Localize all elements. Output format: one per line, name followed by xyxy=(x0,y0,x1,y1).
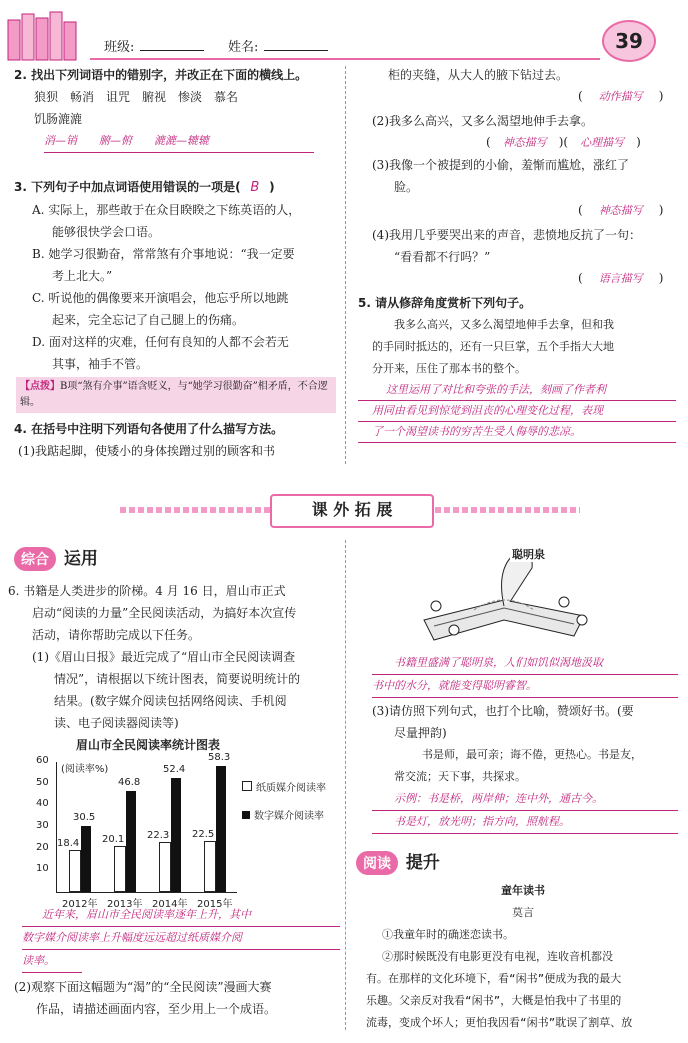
q6-answer-3b: 书是灯，放光明；指方向，照航程。 xyxy=(372,811,678,834)
reading-p2c: 乐趣。父亲反对我看“闲书”，大概是怕我中了书里的 xyxy=(366,994,622,1007)
q2-words-1: 狼狈 畅消 诅咒 腑视 惨淡 慕名 xyxy=(34,90,239,104)
q3-title: 3. 下列句子中加点词语使用错误的一项是( xyxy=(14,180,241,194)
q4-sentence-1: (1)我踮起脚，使矮小的身体挨蹭过别的顾客和书 xyxy=(18,444,275,458)
reading-author: 莫言 xyxy=(512,906,534,919)
y-tick-label: 10 xyxy=(36,863,49,875)
q5-passage-1: 我多么高兴，又多么渴望地伸手去拿，但和我 xyxy=(394,318,614,331)
bar-paper xyxy=(159,842,171,892)
class-field[interactable] xyxy=(140,50,204,51)
q4-answer-2a: 神态描写 xyxy=(502,136,547,149)
bar-value-label: 22.3 xyxy=(147,829,170,841)
q4-title: 4. 在括号中注明下列语句各使用了什么描写方法。 xyxy=(14,422,284,436)
q6-sub3-b: 尽量押韵) xyxy=(394,726,447,740)
y-tick-label: 40 xyxy=(36,798,49,810)
q6-line-2: 启动“阅读的力量”全民阅读活动，为搞好本次宣传 xyxy=(32,606,297,620)
q4-sentence-4-cont: “看看都不行吗？” xyxy=(394,250,491,264)
question-3 xyxy=(14,176,336,413)
q6-line-3: 活动，请你帮助完成以下任务。 xyxy=(32,628,201,642)
bar-paper xyxy=(114,846,126,892)
y-tick-label: 60 xyxy=(36,755,49,766)
reading-rate-chart xyxy=(22,736,342,910)
q6-sub1-d: 读、电子阅读器阅读等) xyxy=(54,716,179,730)
bar-value-label: 52.4 xyxy=(163,764,186,776)
q5-answer-2: 用同由看见到惊觉到沮丧的心理变化过程，表现 xyxy=(358,401,676,422)
legend-swatch-paper xyxy=(242,781,252,791)
q6-line-1: 6. 书籍是人类进步的阶梯。4 月 16 日，眉山市正式 xyxy=(8,584,286,598)
q6-sub2-b: 作品，请描述画面内容，至少用上一个成语。 xyxy=(36,1002,277,1016)
q6-sub1-b: 情况”，请根据以下统计图表，简要说明统计的 xyxy=(54,672,301,686)
q4-sentence-3: (3)我像一个被提到的小偷，羞惭而尴尬，涨红了 xyxy=(372,158,629,172)
legend-swatch-digital xyxy=(242,811,250,819)
legend-item-digital xyxy=(242,808,326,826)
q4-sentence-4: (4)我用几乎要哭出来的声音，悲愤地反抗了一句： xyxy=(372,228,641,242)
question-2 xyxy=(14,64,334,153)
reading-title: 童年读书 xyxy=(501,884,545,897)
q5-answer-3: 了一个渴望读书的穷苦生受人侮辱的悲凉。 xyxy=(358,422,676,443)
legend-item-paper xyxy=(242,780,326,798)
q4-answer-4: 语言描写 xyxy=(598,272,643,285)
bar-digital xyxy=(126,791,136,892)
reading-p2b: 有。在那样的文化环境下，看“闲书”便成为我的最大 xyxy=(366,972,622,985)
name-field[interactable] xyxy=(264,50,328,51)
q3-title-end: ) xyxy=(269,180,275,194)
bar-value-label: 20.1 xyxy=(102,834,125,846)
q3-option-d-cont: 其事，袖手不管。 xyxy=(52,357,149,371)
page-number-badge xyxy=(602,20,656,62)
q6-sub3 xyxy=(372,700,678,834)
q4-sentence-2: (2)我多么高兴，又多么渴望地伸手去拿。 xyxy=(372,114,593,128)
q6-sub2 xyxy=(14,976,338,1020)
bar-paper xyxy=(69,850,81,892)
banner-title: 课 外 拓 展 xyxy=(311,500,393,519)
class-label: 班级: xyxy=(104,40,135,55)
cartoon-illustration xyxy=(414,540,594,644)
bar-digital xyxy=(171,778,181,892)
q4-answer-2b: 心理描写 xyxy=(580,136,625,149)
q6-sub2-a: (2)观察下面这幅题为“渴”的“全民阅读”漫画大赛 xyxy=(14,980,272,994)
chart-ylabel: (阅读率%) xyxy=(61,764,109,775)
q6-answer-2b: 书中的水分，就能变得聪明睿智。 xyxy=(372,675,678,698)
section-heading-comprehensive xyxy=(14,544,98,571)
bar-value-label: 46.8 xyxy=(118,776,141,788)
x-tick-label: 2013年 xyxy=(107,899,143,910)
q3-option-c-cont: 起来，完全忘记了自己腿上的伤痛。 xyxy=(52,313,245,327)
q3-option-a: A. 实际上，那些敢于在众目睽睽之下练英语的人， xyxy=(32,203,301,217)
column-divider-top xyxy=(345,66,346,464)
question-4 xyxy=(14,418,336,462)
q6-example-2: 常交流；天下事，共探求。 xyxy=(394,770,526,783)
q5-passage-2: 的手同时抵达的，还有一只巨掌，五个手指大大地 xyxy=(372,340,614,353)
book-spines-decoration xyxy=(0,0,90,64)
bar-value-label: 30.5 xyxy=(73,811,96,823)
q3-tip-text: B项“煞有介事”语含贬义，与“她学习很勤奋”相矛盾，不合逻辑。 xyxy=(20,381,328,408)
y-tick-label: 50 xyxy=(36,776,49,788)
q3-tip-label: 【点拨】 xyxy=(20,381,60,392)
q3-option-b-cont: 考上北大。” xyxy=(52,269,113,283)
q4-a4-paren: ( 语言描写 ) xyxy=(578,271,664,285)
bar-digital xyxy=(81,826,91,892)
q3-option-a-cont: 能够很快学会口语。 xyxy=(52,225,161,239)
reading-p2a: ②那时候既没有电影更没有电视，连收音机都没 xyxy=(382,950,613,963)
q3-option-c: C. 听说他的偶像要来开演唱会，他忘乎所以地跳 xyxy=(32,291,289,305)
q4-answer-3: 神态描写 xyxy=(598,204,643,217)
section-banner xyxy=(120,494,580,524)
q4-sentence-3-cont: 脸。 xyxy=(394,180,419,194)
q6-answer-3a: 示例：书是桥，两岸伸；连中外，通古今。 xyxy=(372,788,678,811)
q6-answer-1b: 数字媒介阅读率上升幅度远远超过纸质媒介阅 xyxy=(22,927,340,950)
q5-passage-3: 分开来，压住了那本书的整个。 xyxy=(372,362,526,375)
q2-words-2: 饥肠漉漉 xyxy=(34,112,83,126)
bar-paper xyxy=(204,841,216,892)
section-title-1: 运用 xyxy=(63,549,98,569)
section-title-2: 提升 xyxy=(405,853,440,873)
section-badge-2: 阅读 xyxy=(356,851,398,875)
q3-tip xyxy=(16,377,336,413)
question-5 xyxy=(358,292,676,443)
legend-label-digital: 数字媒介阅读率 xyxy=(254,811,324,822)
q6-sub3-a: (3)请仿照下列句式，也打个比喻，赞颂好书。(要 xyxy=(372,704,634,718)
chart-plot-area xyxy=(56,751,237,893)
reading-passage xyxy=(366,880,680,1034)
reading-p1: ①我童年时的确迷恋读书。 xyxy=(382,928,514,941)
q5-title: 5. 请从修辞角度赏析下列句子。 xyxy=(358,296,532,310)
q2-title: 2. 找出下列词语中的错别字，并改正在下面的横线上。 xyxy=(14,68,308,82)
q4-s1-cont: 柜的夹缝，从大人的腋下钻过去。 xyxy=(388,68,569,82)
q3-answer: B xyxy=(250,180,260,195)
column-divider-bottom xyxy=(345,540,346,1030)
q6-right-answers xyxy=(372,652,678,698)
q4-a3-paren: ( 神态描写 ) xyxy=(578,203,664,217)
banner-label-box xyxy=(270,494,434,528)
q6-sub1-c: 结果。(数字媒介阅读包括网络阅读、手机阅 xyxy=(54,694,287,708)
section-badge-1: 综合 xyxy=(14,547,56,571)
bar-digital xyxy=(216,766,226,892)
legend-label-paper: 纸质媒介阅读率 xyxy=(256,783,326,794)
x-tick-label: 2012年 xyxy=(62,899,98,910)
page-number: 39 xyxy=(615,29,643,53)
q3-option-d: D. 面对这样的灾难，任何有良知的人都不会若无 xyxy=(32,335,289,349)
question-6 xyxy=(8,580,338,734)
name-label: 姓名: xyxy=(228,40,259,55)
q6-sub1-a: (1)《眉山日报》最近完成了“眉山市全民阅读调查 xyxy=(32,650,296,664)
y-tick-label: 30 xyxy=(36,820,49,831)
bar-value-label: 22.5 xyxy=(192,829,215,841)
q4-answer-1: 动作描写 xyxy=(598,90,643,103)
bar-value-label: 18.4 xyxy=(57,838,80,850)
y-tick-label: 20 xyxy=(36,841,49,853)
bar-value-label: 58.3 xyxy=(208,751,231,763)
cartoon-drawing xyxy=(414,540,594,644)
chart-title: 眉山市全民阅读率统计图表 xyxy=(76,738,221,752)
q2-answer: 消—销 腑—俯 漉漉—辘辘 xyxy=(44,130,314,153)
q6-answer-1c: 读率。 xyxy=(22,950,82,973)
q3-title-row xyxy=(14,176,336,199)
x-tick-label: 2015年 xyxy=(197,899,233,910)
q6-answer-1a: 近年来，眉山市全民阅读率逐年上升，其中 xyxy=(22,904,340,927)
q6-example-1: 书是师，最可亲；诲不倦，更热心。书是友， xyxy=(422,748,642,761)
reading-p2d: 流毒，变成个坏人；更怕我因看“闲书”耽误了割草、放 xyxy=(366,1016,633,1029)
x-tick-label: 2014年 xyxy=(152,899,188,910)
q5-answer-1: 这里运用了对比和夸张的手法，刻画了作者利 xyxy=(358,380,676,401)
header-line xyxy=(90,58,600,60)
q6-answer-2a: 书籍里盛满了聪明泉，人们如饥似渴地汲取 xyxy=(372,652,678,675)
q3-option-b: B. 她学习很勤奋，常常煞有介事地说：“我一定要 xyxy=(32,247,295,261)
cartoon-label: 聪明泉 xyxy=(512,548,545,561)
q4-a2-paren: ( 神态描写 )( 心理描写 ) xyxy=(486,135,641,149)
q6-sub1-answer xyxy=(22,904,340,973)
chart-legend xyxy=(242,780,326,826)
section-heading-reading xyxy=(356,848,440,875)
q4-a1-paren: ( 动作描写 ) xyxy=(578,89,664,103)
